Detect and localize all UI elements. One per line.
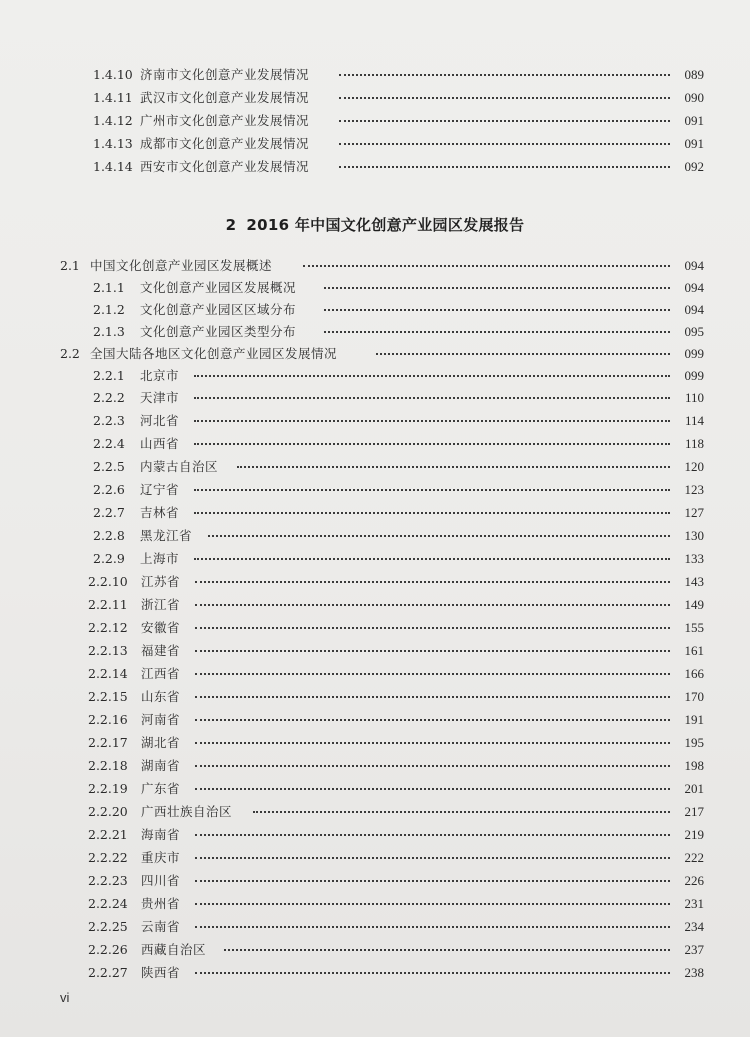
dot-leader (194, 443, 671, 445)
toc-entry-number: 2.2.22 (88, 850, 128, 865)
toc-entry-page-number: 089 (684, 67, 704, 82)
toc-entry-page-number: 095 (684, 324, 704, 339)
toc-entry-number: 2.2.11 (88, 597, 128, 612)
toc-entry-title: 上海市 (140, 551, 180, 566)
toc-entry-number: 2.2.26 (88, 942, 128, 957)
toc-entry-page-number: 219 (684, 827, 704, 842)
toc-entry-title: 黑龙江省 (140, 528, 193, 543)
toc-entry-title: 山东省 (141, 689, 181, 704)
dot-leader (224, 949, 671, 951)
toc-entry-title: 江西省 (141, 666, 181, 681)
toc-entry-title: 江苏省 (141, 574, 181, 589)
dot-leader (324, 331, 670, 333)
dot-leader (194, 397, 671, 399)
toc-entry[interactable] (60, 388, 708, 408)
dot-leader (237, 466, 670, 468)
toc-entry-title: 内蒙古自治区 (140, 459, 219, 474)
toc-entry-title: 湖南省 (141, 758, 181, 773)
toc-entry[interactable] (60, 802, 708, 822)
dot-leader (194, 420, 671, 422)
toc-entry[interactable] (60, 687, 708, 707)
toc-entry-page-number: 092 (684, 159, 704, 174)
toc-entry-page-number: 166 (684, 666, 704, 681)
toc-entry-number: 2.2.21 (88, 827, 128, 842)
toc-entry-page-number: 198 (684, 758, 704, 773)
toc-entry-number: 2.1.2 (93, 302, 125, 317)
toc-entry[interactable] (60, 256, 708, 276)
toc-entry[interactable] (60, 503, 708, 523)
toc-entry[interactable] (60, 457, 708, 477)
toc-entry-title: 北京市 (140, 368, 180, 383)
toc-entry-number: 2.2.18 (88, 758, 128, 773)
toc-entry-number: 2.2.16 (88, 712, 128, 727)
toc-entry[interactable] (60, 871, 708, 891)
toc-entry-title: 湖北省 (141, 735, 181, 750)
dot-leader (339, 120, 671, 122)
toc-entry[interactable] (60, 278, 708, 298)
toc-entry-number: 2.2.24 (88, 896, 128, 911)
toc-entry-number: 1.4.14 (93, 159, 133, 174)
toc-entry-title: 河北省 (140, 413, 180, 428)
toc-entry-number: 2.2 (60, 346, 80, 361)
toc-entry-number: 2.1.1 (93, 280, 125, 295)
toc-entry-page-number: 090 (684, 90, 704, 105)
toc-entry[interactable] (60, 322, 708, 342)
dot-leader (195, 880, 671, 882)
toc-entry-page-number: 091 (684, 113, 704, 128)
toc-entry-number: 2.2.27 (88, 965, 128, 980)
toc-entry-title: 广西壮族自治区 (141, 804, 233, 819)
dot-leader (376, 353, 671, 355)
toc-entry[interactable] (60, 940, 708, 960)
toc-entry-page-number: 238 (684, 965, 704, 980)
toc-entry-number: 2.2.15 (88, 689, 128, 704)
toc-entry[interactable] (60, 366, 708, 386)
dot-leader (339, 166, 671, 168)
page-folio: vi (60, 990, 70, 1005)
toc-entry-title: 浙江省 (141, 597, 181, 612)
toc-entry[interactable] (60, 756, 708, 776)
toc-entry-page-number: 094 (684, 280, 704, 295)
toc-entry-page-number: 222 (684, 850, 704, 865)
dot-leader (195, 627, 671, 629)
toc-entry[interactable] (60, 157, 708, 177)
toc-entry[interactable] (60, 434, 708, 454)
toc-entry-title: 文化创意产业园区发展概况 (140, 280, 297, 295)
toc-entry-title: 重庆市 (141, 850, 181, 865)
toc-entry-page-number: 091 (684, 136, 704, 151)
toc-entry[interactable] (60, 572, 708, 592)
dot-leader (208, 535, 670, 537)
toc-entry-number: 2.2.14 (88, 666, 128, 681)
toc-entry-number: 2.2.1 (93, 368, 125, 383)
dot-leader (253, 811, 671, 813)
toc-entry-page-number: 110 (684, 390, 704, 405)
toc-entry-page-number: 123 (684, 482, 704, 497)
dot-leader (195, 972, 671, 974)
toc-entry-page-number: 099 (684, 346, 704, 361)
chapter-title: 2016 年中国文化创意产业园区发展报告 (246, 216, 525, 234)
dot-leader (194, 558, 671, 560)
toc-entry[interactable] (60, 88, 708, 108)
toc-entry[interactable] (60, 733, 708, 753)
toc-entry-page-number: 237 (684, 942, 704, 957)
toc-entry-title: 天津市 (140, 390, 180, 405)
toc-entry[interactable] (60, 848, 708, 868)
toc-entry[interactable] (60, 779, 708, 799)
toc-entry[interactable] (60, 894, 708, 914)
dot-leader (195, 788, 671, 790)
toc-entry-page-number: 155 (684, 620, 704, 635)
toc-entry-title: 贵州省 (141, 896, 181, 911)
toc-entry-number: 2.2.23 (88, 873, 128, 888)
toc-entry-page-number: 099 (684, 368, 704, 383)
toc-entry-title: 辽宁省 (140, 482, 180, 497)
toc-entry-number: 2.2.8 (93, 528, 125, 543)
dot-leader (194, 512, 671, 514)
dot-leader (339, 143, 671, 145)
dot-leader (303, 265, 670, 267)
toc-entry-title: 河南省 (141, 712, 181, 727)
toc-entry-page-number: 234 (684, 919, 704, 934)
toc-entry[interactable] (60, 526, 708, 546)
toc-entry-number: 2.2.13 (88, 643, 128, 658)
toc-entry-title: 海南省 (141, 827, 181, 842)
toc-entry-number: 2.1.3 (93, 324, 125, 339)
toc-entry-title: 全国大陆各地区文化创意产业园区发展情况 (90, 346, 338, 361)
toc-entry-number: 2.2.25 (88, 919, 128, 934)
toc-entry-title: 山西省 (140, 436, 180, 451)
dot-leader (195, 719, 671, 721)
chapter-heading (0, 214, 750, 235)
toc-entry-number: 2.2.17 (88, 735, 128, 750)
toc-entry-number: 2.2.20 (88, 804, 128, 819)
toc-entry-title: 济南市文化创意产业发展情况 (140, 67, 310, 82)
toc-entry[interactable] (60, 344, 708, 364)
toc-entry-page-number: 127 (684, 505, 704, 520)
toc-entry-number: 2.2.4 (93, 436, 125, 451)
toc-entry-page-number: 120 (684, 459, 704, 474)
toc-entry-page-number: 217 (684, 804, 704, 819)
toc-entry[interactable] (60, 595, 708, 615)
toc-entry-title: 四川省 (141, 873, 181, 888)
toc-entry-title: 陕西省 (141, 965, 181, 980)
toc-entry-number: 2.2.2 (93, 390, 125, 405)
toc-entry-title: 广州市文化创意产业发展情况 (140, 113, 310, 128)
dot-leader (195, 926, 671, 928)
toc-entry-page-number: 133 (684, 551, 704, 566)
toc-entry-title: 安徽省 (141, 620, 181, 635)
toc-entry-title: 广东省 (141, 781, 181, 796)
toc-entry-page-number: 149 (684, 597, 704, 612)
toc-entry[interactable] (60, 825, 708, 845)
toc-entry-number: 2.2.7 (93, 505, 125, 520)
toc-entry-number: 2.2.6 (93, 482, 125, 497)
toc-entry[interactable] (60, 664, 708, 684)
dot-leader (339, 74, 671, 76)
toc-entry-title: 文化创意产业园区区域分布 (140, 302, 297, 317)
toc-entry-number: 2.2.3 (93, 413, 125, 428)
toc-entry-page-number: 191 (684, 712, 704, 727)
dot-leader (195, 696, 671, 698)
toc-entry-number: 2.2.19 (88, 781, 128, 796)
toc-entry-number: 1.4.12 (93, 113, 133, 128)
toc-entry-number: 2.1 (60, 258, 80, 273)
dot-leader (195, 604, 671, 606)
toc-entry-number: 2.2.5 (93, 459, 125, 474)
toc-entry-number: 1.4.13 (93, 136, 133, 151)
toc-entry-page-number: 226 (684, 873, 704, 888)
toc-entry-number: 2.2.10 (88, 574, 128, 589)
toc-entry[interactable] (60, 963, 708, 983)
toc-entry-title: 成都市文化创意产业发展情况 (140, 136, 310, 151)
toc-entry-page-number: 195 (684, 735, 704, 750)
toc-entry[interactable] (60, 134, 708, 154)
dot-leader (195, 581, 671, 583)
toc-entry-page-number: 094 (684, 258, 704, 273)
toc-entry-title: 西藏自治区 (141, 942, 207, 957)
toc-entry-title: 武汉市文化创意产业发展情况 (140, 90, 310, 105)
toc-entry-page-number: 170 (684, 689, 704, 704)
toc-entry[interactable] (60, 411, 708, 431)
dot-leader (195, 903, 671, 905)
toc-entry-title: 西安市文化创意产业发展情况 (140, 159, 310, 174)
dot-leader (195, 857, 671, 859)
toc-entry-number: 1.4.10 (93, 67, 133, 82)
toc-entry-title: 云南省 (141, 919, 181, 934)
toc-entry-title: 中国文化创意产业园区发展概述 (90, 258, 273, 273)
toc-entry-title: 文化创意产业园区类型分布 (140, 324, 297, 339)
dot-leader (324, 287, 670, 289)
toc-entry-page-number: 201 (684, 781, 704, 796)
toc-entry-page-number: 114 (684, 413, 704, 428)
toc-entry[interactable] (60, 549, 708, 569)
toc-entry-page-number: 231 (684, 896, 704, 911)
toc-entry[interactable] (60, 917, 708, 937)
dot-leader (324, 309, 670, 311)
toc-entry[interactable] (60, 480, 708, 500)
dot-leader (194, 375, 671, 377)
dot-leader (195, 673, 671, 675)
toc-entry[interactable] (60, 618, 708, 638)
toc-entry-page-number: 161 (684, 643, 704, 658)
dot-leader (195, 650, 671, 652)
toc-entry[interactable] (60, 111, 708, 131)
toc-entry[interactable] (60, 641, 708, 661)
toc-entry[interactable] (60, 300, 708, 320)
toc-entry-page-number: 094 (684, 302, 704, 317)
toc-entry-page-number: 130 (684, 528, 704, 543)
dot-leader (194, 489, 671, 491)
toc-entry-title: 吉林省 (140, 505, 180, 520)
dot-leader (195, 765, 671, 767)
toc-entry-page-number: 143 (684, 574, 704, 589)
toc-entry-title: 福建省 (141, 643, 181, 658)
toc-entry-number: 1.4.11 (93, 90, 133, 105)
dot-leader (195, 742, 671, 744)
toc-entry-number: 2.2.12 (88, 620, 128, 635)
toc-entry[interactable] (60, 65, 708, 85)
chapter-number: 2 (225, 216, 237, 234)
dot-leader (195, 834, 671, 836)
toc-entry-page-number: 118 (684, 436, 704, 451)
dot-leader (339, 97, 671, 99)
toc-entry[interactable] (60, 710, 708, 730)
toc-entry-number: 2.2.9 (93, 551, 125, 566)
